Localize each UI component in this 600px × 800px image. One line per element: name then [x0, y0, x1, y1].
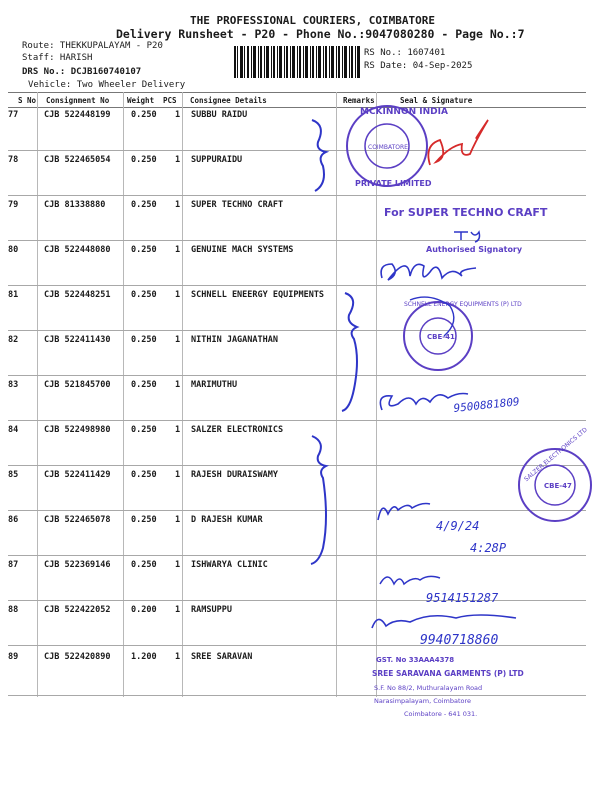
rs-date: RS Date: 04-Sep-2025 — [364, 61, 473, 71]
row-weight: 1.200 — [131, 652, 157, 662]
drs-number: DRS No.: DCJB160740107 — [22, 67, 142, 77]
row-weight: 0.250 — [131, 200, 157, 210]
mckinnon-stamp-top: MCKINNON INDIA — [360, 107, 448, 117]
saravana-stamp-line-3: S.F. No 88/2, Muthuralayam Road — [374, 684, 483, 692]
route-label: Route: THEKKUPALAYAM - P20 — [22, 41, 163, 51]
row-consignee: SUBBU RAIDU — [191, 110, 248, 120]
phone-row-87: 9514151287 — [426, 591, 499, 605]
col-remarks: Remarks — [343, 96, 375, 105]
row-pcs: 1 — [175, 110, 181, 120]
remarks-bracket-mark — [342, 293, 357, 411]
time-row-86: 4:28P — [470, 541, 507, 555]
row-consignment-no: CJB 521845700 — [44, 380, 111, 390]
col-weight: Weight — [127, 96, 155, 105]
row-sno: 84 — [8, 425, 19, 435]
row-sno: 78 — [8, 155, 19, 165]
signature-row-88 — [372, 615, 516, 628]
col-consignee: Consignee Details — [190, 96, 267, 105]
row-pcs: 1 — [175, 245, 181, 255]
row-consignment-no: CJB 522448080 — [44, 245, 111, 255]
col-consignment: Consignment No — [46, 96, 110, 105]
row-consignment-no: CJB 522420890 — [44, 652, 111, 662]
row-sno: 79 — [8, 200, 19, 210]
row-consignee: MARIMUTHU — [191, 380, 238, 390]
saravana-stamp-line-2: SREE SARAVANA GARMENTS (P) LTD — [372, 669, 524, 678]
mckinnon-stamp-bottom: PRIVATE LIMITED — [355, 179, 432, 188]
saravana-stamp-line-1: GST. No 33AAA4378 — [376, 656, 455, 664]
row-consignment-no: CJB 522465078 — [44, 515, 111, 525]
row-weight: 0.250 — [131, 290, 157, 300]
row-consignment-no: CJB 522422052 — [44, 605, 111, 615]
rs-number: RS No.: 1607401 — [364, 48, 446, 58]
remarks-bracket-mark — [311, 436, 326, 564]
row-consignment-no: CJB 81338880 — [44, 200, 106, 210]
col-pcs: PCS — [163, 96, 177, 105]
row-weight: 0.250 — [131, 560, 157, 570]
row-sno: 80 — [8, 245, 19, 255]
row-sno: 88 — [8, 605, 19, 615]
vehicle-label: Vehicle: Two Wheeler Delivery — [28, 80, 186, 90]
row-pcs: 1 — [175, 290, 181, 300]
row-consignee: SCHNELL ENEERGY EQUIPMENTS — [191, 290, 325, 300]
row-pcs: 1 — [175, 470, 181, 480]
mckinnon-stamp-center: COIMBATORE — [368, 144, 408, 151]
row-consignment-no: CJB 522448251 — [44, 290, 111, 300]
salzer-stamp-text: SALZER ELECTRONICS LTD — [522, 426, 589, 484]
row-consignee: GENUINE MACH SYSTEMS — [191, 245, 294, 255]
row-pcs: 1 — [175, 652, 181, 662]
salzer-stamp-center: CBE-47 — [544, 482, 572, 490]
row-sno: 86 — [8, 515, 19, 525]
row-pcs: 1 — [175, 155, 181, 165]
schnell-stamp-center: CBE-41 — [427, 333, 455, 341]
schnell-stamp-text: SCHNELL ENERGY EQUIPMENTS (P) LTD — [404, 301, 522, 308]
row-pcs: 1 — [175, 515, 181, 525]
row-pcs: 1 — [175, 425, 181, 435]
row-weight: 0.250 — [131, 515, 157, 525]
row-consignment-no: CJB 522411429 — [44, 470, 111, 480]
row-consignment-no: CJB 522465054 — [44, 155, 111, 165]
row-consignee: ISHWARYA CLINIC — [191, 560, 268, 570]
authorised-signatory-text: Authorised Signatory — [426, 245, 523, 254]
row-sno: 85 — [8, 470, 19, 480]
super-techno-stamp: For SUPER TECHNO CRAFT — [384, 206, 548, 219]
row-weight: 0.250 — [131, 110, 157, 120]
col-seal-signature: Seal & Signature — [400, 96, 473, 105]
row-sno: 89 — [8, 652, 19, 662]
remarks-bracket-mark — [312, 120, 326, 191]
row-weight: 0.250 — [131, 335, 157, 345]
col-sno: S No — [18, 96, 37, 105]
row-consignee: SUPPURAIDU — [191, 155, 243, 165]
row-consignment-no: CJB 522498980 — [44, 425, 111, 435]
row-weight: 0.250 — [131, 245, 157, 255]
phone-row-88: 9940718860 — [420, 633, 499, 648]
row-weight: 0.200 — [131, 605, 157, 615]
row-consignment-no: CJB 522411430 — [44, 335, 111, 345]
signature-row-80 — [381, 264, 476, 280]
staff-label: Staff: HARISH — [22, 53, 93, 63]
row-consignment-no: CJB 522369146 — [44, 560, 111, 570]
row-sno: 81 — [8, 290, 19, 300]
saravana-stamp-line-4: Narasimpalayam, Coimbatore — [374, 697, 472, 705]
signature-row-85 — [378, 504, 430, 521]
row-consignee: SREE SARAVAN — [191, 652, 253, 662]
date-row-86: 4/9/24 — [436, 519, 480, 533]
row-consignee: NITHIN JAGANATHAN — [191, 335, 278, 345]
row-pcs: 1 — [175, 200, 181, 210]
row-pcs: 1 — [175, 380, 181, 390]
row-pcs: 1 — [175, 335, 181, 345]
row-pcs: 1 — [175, 560, 181, 570]
row-consignee: RAMSUPPU — [191, 605, 232, 615]
signature-row-77 — [428, 120, 488, 165]
row-sno: 82 — [8, 335, 19, 345]
row-consignee: D RAJESH KUMAR — [191, 515, 263, 525]
runsheet-title: Delivery Runsheet - P20 - Phone No.:9047080280 - Page No.:7 — [116, 27, 525, 41]
phone-row-83: 9500881809 — [452, 395, 521, 415]
company-name: THE PROFESSIONAL COURIERS, COIMBATORE — [190, 14, 436, 27]
row-weight: 0.250 — [131, 380, 157, 390]
signature-row-87 — [380, 576, 440, 584]
row-consignee: RAJESH DURAISWAMY — [191, 470, 278, 480]
row-consignee: SUPER TECHNO CRAFT — [191, 200, 284, 210]
signature-row-79 — [454, 232, 480, 242]
row-pcs: 1 — [175, 605, 181, 615]
row-sno: 87 — [8, 560, 19, 570]
row-consignment-no: CJB 522448199 — [44, 110, 111, 120]
saravana-stamp-line-5: Coimbatore - 641 031. — [404, 710, 478, 718]
row-weight: 0.250 — [131, 425, 157, 435]
row-sno: 83 — [8, 380, 19, 390]
row-weight: 0.250 — [131, 470, 157, 480]
row-consignee: SALZER ELECTRONICS — [191, 425, 284, 435]
row-sno: 77 — [8, 110, 19, 120]
row-weight: 0.250 — [131, 155, 157, 165]
